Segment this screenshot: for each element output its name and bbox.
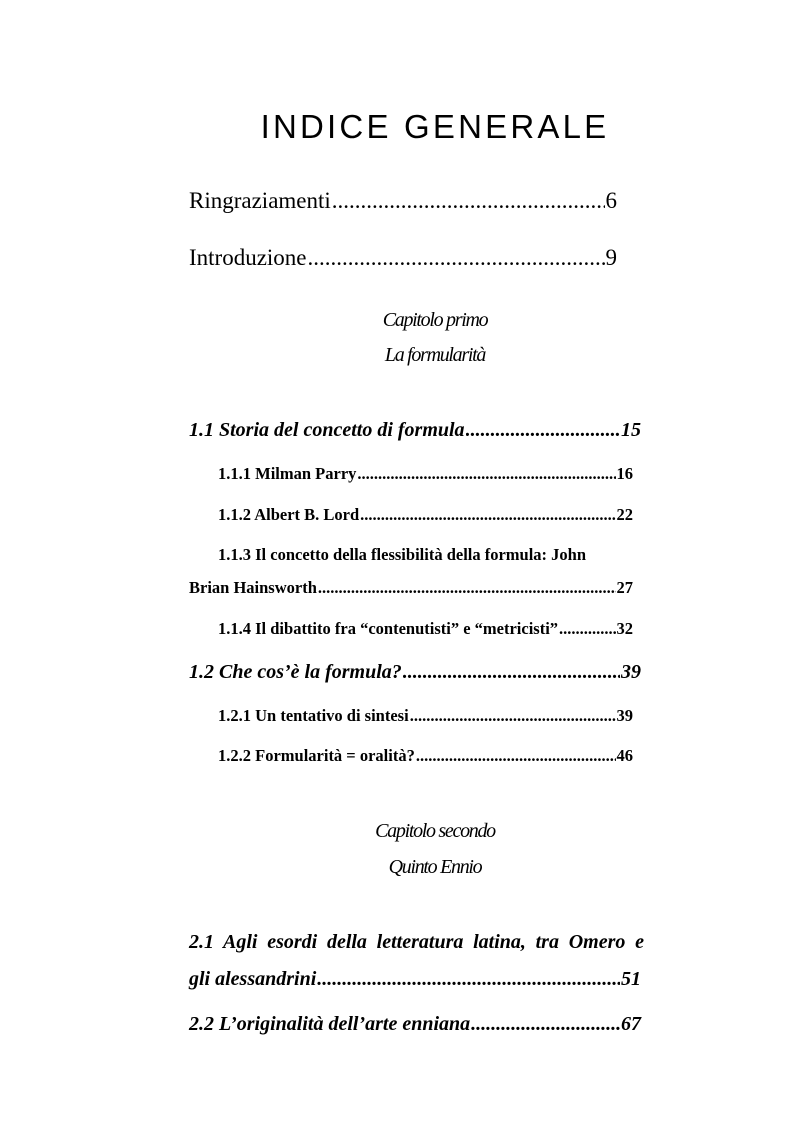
toc-page-number: 9: [605, 245, 617, 270]
toc-subsection-label: 1.1.2 Albert B. Lord: [218, 505, 360, 524]
toc-page-number: 22: [616, 505, 633, 524]
toc-subsection-label: 1.2.1 Un tentativo di sintesi: [218, 706, 409, 725]
toc-entry[interactable]: [189, 245, 617, 271]
chapter-heading: Capitolo secondo: [375, 820, 495, 842]
toc-subsection-label-line2: Brian Hainsworth: [189, 578, 317, 597]
dot-leader: [317, 968, 620, 991]
dot-leader: [559, 619, 615, 639]
dot-leader: [471, 1013, 620, 1036]
toc-subsection[interactable]: [218, 706, 633, 726]
toc-page-number: 46: [616, 746, 633, 765]
toc-subsection-label-line1[interactable]: 1.1.3 Il concetto della flessibilità della formula: John: [218, 545, 587, 564]
dot-leader: [466, 419, 620, 442]
toc-page-number: 39: [621, 661, 641, 683]
toc-subsection[interactable]: [218, 619, 633, 639]
dot-leader: [357, 464, 615, 484]
toc-subsection[interactable]: [189, 578, 633, 598]
toc-subsection-label: 1.1.1 Milman Parry: [218, 464, 357, 483]
toc-subsection-label: 1.1.4 Il dibattito fra “contenutisti” e “metricisti”: [218, 619, 559, 638]
toc-page-number: 51: [621, 968, 641, 990]
toc-page-number: 67: [621, 1013, 641, 1035]
chapter-heading: Capitolo primo: [382, 309, 488, 331]
toc-section[interactable]: [189, 661, 641, 684]
toc-section-label: 1.2 Che cos’è la formula?: [189, 661, 402, 683]
toc-entry-label: Ringraziamenti: [189, 188, 331, 213]
toc-entry[interactable]: [189, 188, 617, 214]
dot-leader: [416, 746, 616, 766]
dot-leader: [360, 505, 615, 525]
toc-page-number: 16: [616, 464, 633, 483]
toc-entry-label: Introduzione: [189, 245, 307, 270]
page-title: INDICE GENERALE: [260, 108, 610, 145]
chapter-subtitle: Quinto Ennio: [388, 856, 482, 878]
toc-section[interactable]: [189, 1013, 641, 1036]
toc-section-label-line1[interactable]: 2.1 Agli esordi della letteratura latina, tra Omero e: [189, 931, 644, 953]
toc-subsection[interactable]: [218, 464, 633, 484]
toc-page-number: 32: [616, 619, 633, 638]
dot-leader: [318, 578, 616, 598]
dot-leader: [308, 245, 605, 271]
toc-page-number: 27: [616, 578, 633, 597]
toc-subsection[interactable]: [218, 505, 633, 525]
dot-leader: [332, 188, 605, 214]
toc-section[interactable]: [189, 968, 641, 991]
toc-page-number: 39: [616, 706, 633, 725]
toc-subsection-label: 1.2.2 Formularità = oralità?: [218, 746, 415, 765]
toc-subsection[interactable]: [218, 746, 633, 766]
toc-section[interactable]: [189, 419, 641, 442]
toc-section-label: 2.2 L’originalità dell’arte enniana: [189, 1013, 471, 1035]
toc-page-number: 6: [605, 188, 617, 213]
dot-leader: [410, 706, 616, 726]
dot-leader: [403, 661, 620, 684]
toc-section-label: 1.1 Storia del concetto di formula: [189, 419, 465, 441]
toc-page-number: 15: [621, 419, 641, 441]
chapter-subtitle: La formularità: [384, 344, 486, 366]
toc-section-label-line2: gli alessandrini: [189, 968, 317, 990]
